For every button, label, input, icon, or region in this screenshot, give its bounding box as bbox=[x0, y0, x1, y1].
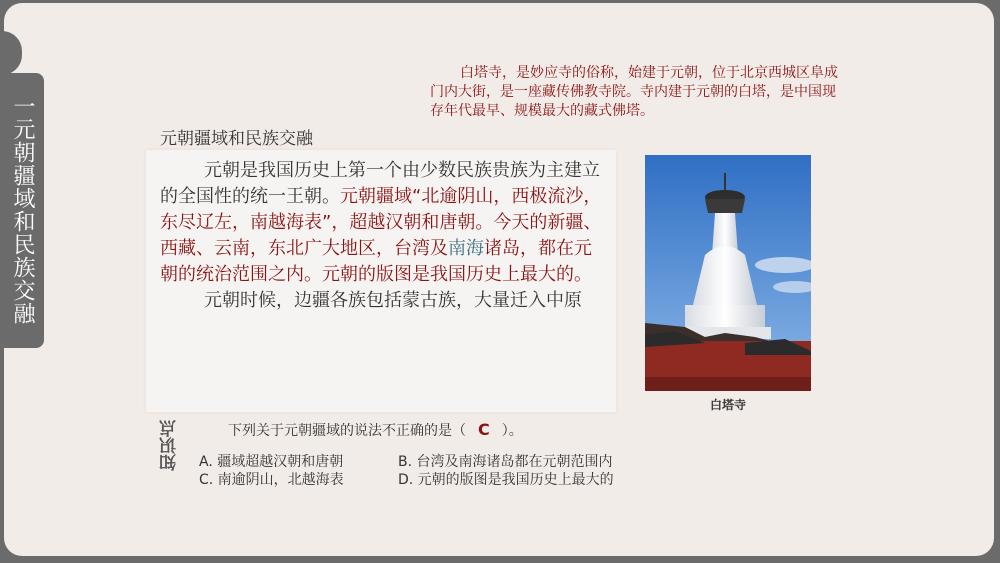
knowledge-label: 知识点 bbox=[160, 420, 180, 471]
content-paragraph-1: 元朝是我国历史上第一个由少数民族贵族为主建立的全国性的统一王朝。元朝疆域“北逾阴山，西极流沙，东尽辽左，南越海表”，超越汉朝和唐朝。今天的新疆、西藏、云南，东北广大地区，台湾及南海诸岛，都在元朝的统治范围之内。元朝的版图是我国历史上最大的。 bbox=[160, 160, 602, 285]
sidebar-title: 一元朝疆域和民族交融 bbox=[10, 95, 35, 325]
content-text bbox=[160, 158, 608, 314]
highlight-nanhai: 南海 bbox=[448, 238, 484, 259]
white-pagoda-photo bbox=[645, 155, 811, 391]
quiz-option-b: B. 台湾及南海诸岛都在元朝范围内 bbox=[398, 454, 613, 470]
quiz-option-d: D. 元朝的版图是我国历史上最大的 bbox=[398, 472, 614, 488]
quiz-option-a: A. 疆域超越汉朝和唐朝 bbox=[199, 454, 344, 470]
quiz-question: 下列关于元朝疆域的说法不正确的是（ C ）。 bbox=[228, 420, 523, 439]
content-paragraph-2: 元朝时候，边疆各族包括蒙古族，大量迁入中原 bbox=[204, 290, 582, 311]
photo-caption: 白塔寺 bbox=[709, 398, 746, 412]
intro-paragraph: 白塔寺，是妙应寺的俗称，始建于元朝，位于北京西城区阜成门内大街，是一座藏传佛教寺院。寺内建于元朝的白塔，是中国现存年代最早、规模最大的藏式佛塔。 bbox=[430, 65, 838, 119]
decorative-notch bbox=[4, 31, 22, 75]
quiz-answer: C bbox=[478, 420, 490, 439]
section-title: 元朝疆域和民族交融 bbox=[160, 129, 313, 149]
highlight-territory: 元朝疆域“北逾阴山，西极流沙，东尽辽左，南越海表” bbox=[160, 186, 602, 233]
quiz-option-c: C. 南逾阴山，北越海表 bbox=[199, 472, 344, 488]
